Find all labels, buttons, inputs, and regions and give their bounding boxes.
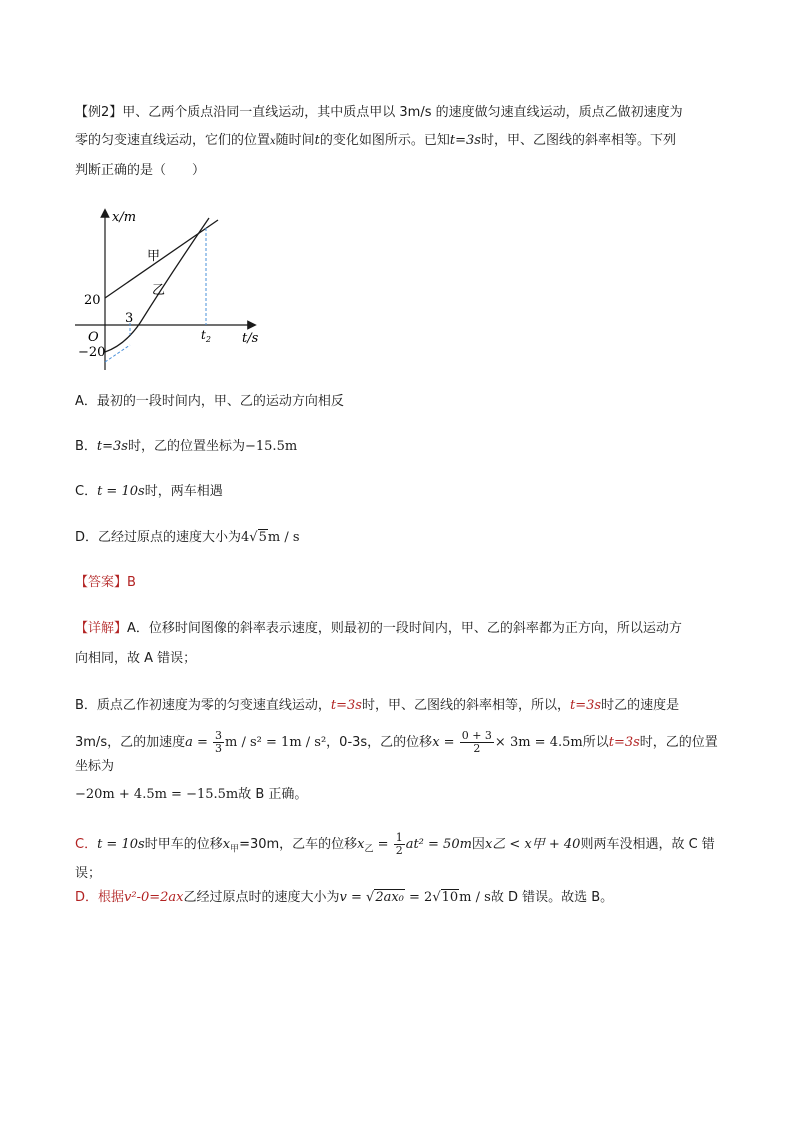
explain-b2c: 所以 <box>582 735 609 750</box>
question-line-3 <box>75 159 725 182</box>
option-b-value: −15.5m <box>245 439 298 454</box>
label-20: 20 <box>84 293 101 308</box>
answer-value: B <box>127 575 136 590</box>
option-b <box>75 436 297 458</box>
explain-b1a: B．质点乙作初速度为零的匀变速直线运动， <box>75 698 331 713</box>
explain-a-1: A．位移时间图像的斜率表示速度，则最初的一段时间内，甲、乙的斜率都为正方向，所以运动方 <box>127 621 682 636</box>
option-d-coef: 4 <box>241 530 250 545</box>
option-a <box>75 391 344 413</box>
fraction-half-den: 2 <box>395 844 403 857</box>
explain-b1e: 时乙的速度是 <box>601 698 680 713</box>
explain-b3b: 故 B 正确。 <box>238 787 308 802</box>
explain-b-line-3 <box>75 783 725 806</box>
explain-a-line-2 <box>75 647 725 670</box>
label-yi: 乙 <box>152 283 166 298</box>
option-d-unit: m / s <box>267 530 300 545</box>
explain-c-xy: x <box>357 837 365 852</box>
question-text-2c: 的变化如图所示。已知 <box>319 133 450 148</box>
explain-label: 【详解】 <box>75 621 128 636</box>
fraction-disp-den: 2 <box>473 742 481 755</box>
explain-b2-eq1: = <box>192 735 213 750</box>
option-c-prefix: C． <box>75 484 98 499</box>
answer-line <box>75 572 136 594</box>
question-tag: 【例2】 <box>75 105 123 120</box>
question-line-1 <box>75 101 725 124</box>
explain-d-pre: D．根据 <box>75 890 125 905</box>
fraction-accel-den: 3 <box>215 742 223 755</box>
explain-b2-unit1: m / s² = 1m / s² <box>225 735 327 750</box>
tangent-dashed <box>105 345 130 362</box>
x-axis-label: t/s <box>242 331 259 346</box>
explain-b3a: −20m + 4.5m = −15.5m <box>75 787 239 802</box>
option-b-post: 时，乙的位置坐标为 <box>127 439 245 454</box>
explain-c-d: 则两车没相遇，故 C 错误； <box>75 837 715 881</box>
question-cond: t=3s <box>449 133 481 148</box>
explain-b2-x: x <box>432 735 440 750</box>
option-c-cond: t = 10s <box>97 484 145 499</box>
explain-a-2: 向相同，故 A 错误； <box>75 651 197 666</box>
question-text-3: 判断正确的是（ ） <box>75 163 206 178</box>
option-d-prefix: D．乙经过原点的速度大小为 <box>75 530 242 545</box>
explain-d-root2: 10 <box>441 890 459 905</box>
explain-b1b: t=3s <box>330 698 362 713</box>
explain-d-b: 故 D 错误。故选 B。 <box>490 890 614 905</box>
option-b-cond: t=3s <box>96 439 128 454</box>
fraction-half <box>394 832 405 857</box>
fraction-disp-num: 0 + 3 <box>461 729 492 742</box>
explain-d-formula: v²-0=2ax <box>124 890 184 905</box>
explain-d-line: D．根据v²-0=2ax乙经过原点时的速度大小为v = √2ax₀ = 2√10m / s故 D 错误。故选 B。 <box>75 890 614 905</box>
explain-c-xj: x <box>222 837 231 852</box>
option-d-root: 5 <box>258 530 267 545</box>
explain-b1d: t=3s <box>570 698 602 713</box>
explain-b2-cond: t=3s <box>608 735 640 750</box>
explain-c-xy-sub: 乙 <box>364 844 374 855</box>
label-jia: 甲 <box>147 249 161 264</box>
explain-c-cond: t = 10s <box>97 837 145 852</box>
question-text-2b: 随时间 <box>275 133 315 148</box>
fraction-half-num: 1 <box>395 831 403 844</box>
explain-c-eq: = <box>373 837 393 852</box>
question-line-2 <box>75 129 725 153</box>
answer-label: 【答案】 <box>75 575 128 590</box>
explain-d-v: v = <box>339 890 367 905</box>
explain-c-at: at² = 50m <box>405 837 472 852</box>
explain-c-pre: C． <box>75 837 98 852</box>
explain-d-unit: m / s <box>459 890 491 905</box>
explain-d-a: 乙经过原点时的速度大小为 <box>183 890 340 905</box>
explain-d-eq: = 2 <box>404 890 433 905</box>
fraction-disp <box>460 730 494 755</box>
option-b-prefix: B． <box>75 439 97 454</box>
explain-c-line <box>75 832 725 885</box>
explain-c-a: 时甲车的位移 <box>144 837 223 852</box>
label-neg20: −20 <box>78 345 106 360</box>
explain-b2-a: a <box>185 735 193 750</box>
explain-b2-eq2: = <box>439 735 459 750</box>
option-d: D．乙经过原点的速度大小为4√5m / s <box>75 530 300 545</box>
option-a-text: A．最初的一段时间内，甲、乙的运动方向相反 <box>75 394 344 409</box>
var-t: t <box>314 133 320 148</box>
question-text-1: 甲、乙两个质点沿同一直线运动，其中质点甲以 3m/s 的速度做匀速直线运动，质点乙做初速度为 <box>122 105 683 120</box>
fraction-accel-num: 3 <box>215 729 223 742</box>
question-text-2d: 时，甲、乙图线的斜率相等。下列 <box>480 133 676 148</box>
explain-c-c: 因 <box>471 837 485 852</box>
y-axis-label: x/m <box>112 210 137 225</box>
explain-b2a: 3m/s，乙的加速度 <box>75 735 186 750</box>
origin-label: O <box>88 330 99 345</box>
explain-c-ineq: x乙 < x甲 + 40 <box>484 837 581 852</box>
var-x: x <box>270 136 276 147</box>
option-c-post: 时，两车相遇 <box>144 484 223 499</box>
explain-b-line-2 <box>75 730 725 778</box>
explain-c-xj-sub: 甲 <box>230 844 240 855</box>
option-c <box>75 481 223 503</box>
explain-b2-tail: × 3m = 4.5m <box>494 735 583 750</box>
label-t2: $t_2$ <box>201 328 211 344</box>
fraction-accel <box>213 730 224 755</box>
explain-a-line-1 <box>75 617 725 640</box>
explain-b2d: 时，乙的位置坐标为 <box>75 735 718 774</box>
explain-b-line-1 <box>75 694 725 717</box>
label-3: 3 <box>125 311 134 326</box>
position-time-graph <box>70 205 290 375</box>
explain-b2b: ，0-3s，乙的位移 <box>326 735 433 750</box>
question-text-2a: 零的匀变速直线运动，它们的位置 <box>75 133 271 148</box>
explain-d-root1: 2ax₀ <box>375 890 404 905</box>
explain-c-b: =30m，乙车的位移 <box>239 837 358 852</box>
explain-b1c: 时，甲、乙图线的斜率相等，所以， <box>361 698 570 713</box>
